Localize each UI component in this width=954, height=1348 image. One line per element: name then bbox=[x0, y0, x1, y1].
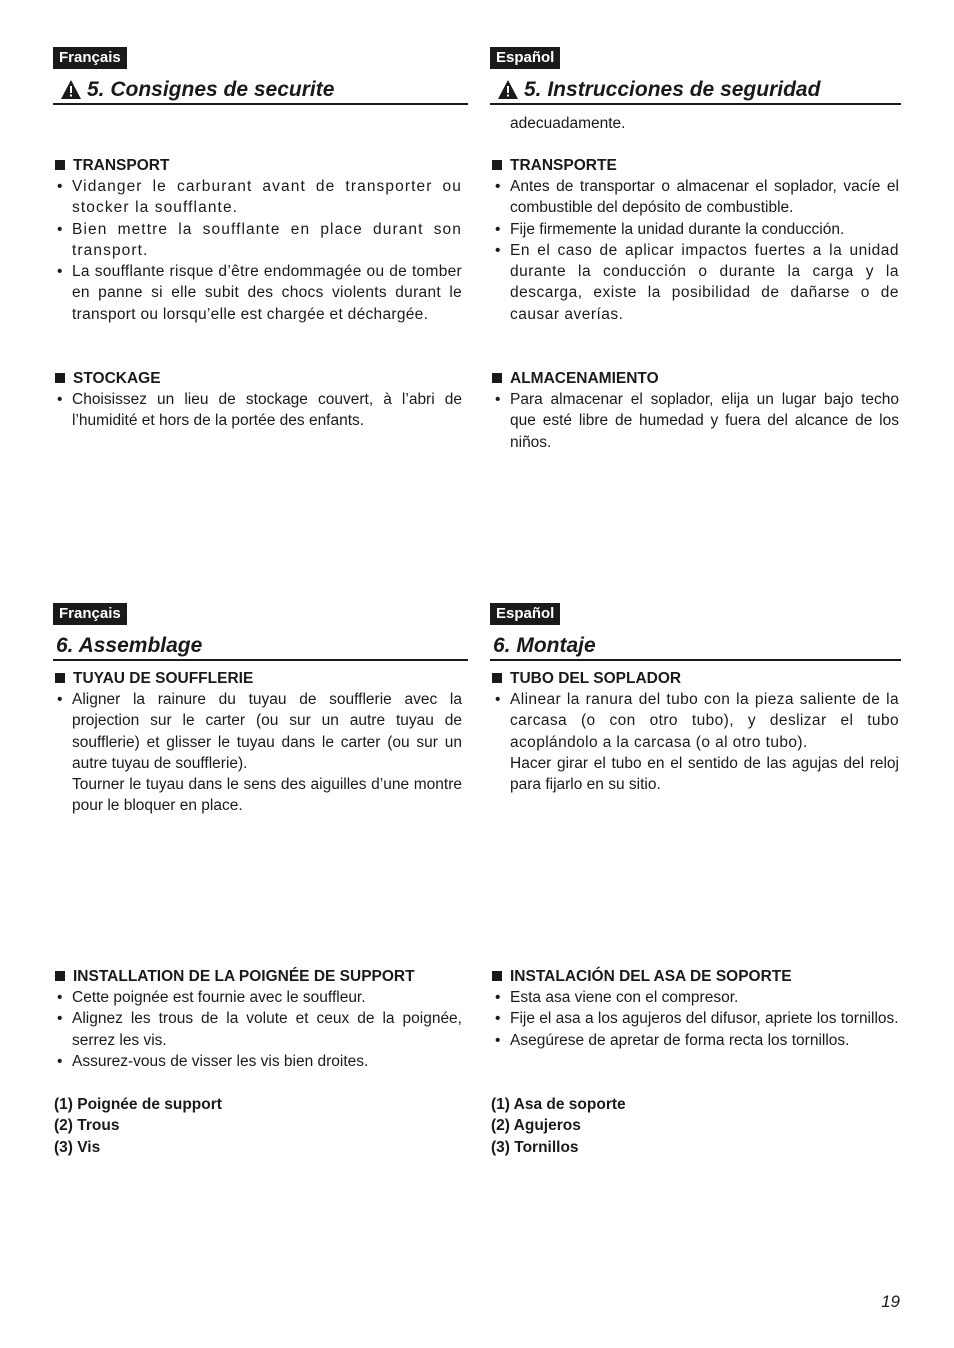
warning-icon bbox=[61, 78, 81, 108]
tube-list-fr bbox=[53, 689, 462, 817]
square-bullet-icon bbox=[55, 373, 65, 383]
list-item: • Bien mettre la soufflante en place durant son transport. bbox=[53, 219, 462, 262]
lang-tag-es-6 bbox=[490, 603, 900, 625]
section-title-text: 5. Instrucciones de seguridad bbox=[524, 78, 821, 101]
handle-list-fr bbox=[53, 987, 462, 1072]
square-bullet-icon bbox=[55, 673, 65, 683]
list-item: • Fije firmemente la unidad durante la conducción. bbox=[491, 219, 899, 240]
legend-item: (1) Poignée de support bbox=[54, 1096, 222, 1113]
legend-item: (2) Agujeros bbox=[491, 1117, 581, 1135]
parts-legend-fr bbox=[54, 1094, 222, 1158]
legend-item: (3) Tornillos bbox=[491, 1138, 579, 1156]
list-item: • Cette poignée est fournie avec le souffleur. bbox=[53, 987, 462, 1008]
heading-tube-fr: TUYAU DE SOUFFLERIE bbox=[55, 668, 253, 689]
heading-tube-es: TUBO DEL SOPLADOR bbox=[492, 668, 681, 689]
list-item: • Alinear la ranura del tubo con la pieza saliente de la carcasa (o con otro tubo), y deslizar el tubo acoplándolo a la carcasa (o al otro tubo). bbox=[491, 689, 899, 753]
heading-handle-es: INSTALACIÓN DEL ASA DE SOPORTE bbox=[492, 966, 792, 987]
square-bullet-icon bbox=[492, 160, 502, 170]
list-item: • Aligner la rainure du tuyau de soufflerie avec la projection sur le carter (ou sur un autre tuyau de soufflerie) et glisser le tuyau dans le carter (ou sur un autre tuyau de soufflerie). bbox=[53, 689, 462, 774]
list-item: • Fije el asa a los agujeros del difusor, apriete los tornillos. bbox=[491, 1008, 899, 1029]
handle-list-es bbox=[491, 987, 899, 1051]
lang-tag-fr-6 bbox=[53, 603, 463, 625]
list-item: • Para almacenar el soplador, elija un lugar bajo techo que esté libre de humedad y fuera del alcance de los niños. bbox=[491, 389, 899, 453]
section-title-es-5 bbox=[490, 75, 901, 105]
section-title-text: 6. Assemblage bbox=[56, 634, 203, 657]
parts-legend-es bbox=[491, 1094, 626, 1158]
heading-transport-es: TRANSPORTE bbox=[492, 155, 617, 176]
continuation-text: Hacer girar el tubo en el sentido de las agujas del reloj para fijarlo en su sitio. bbox=[510, 754, 899, 794]
lang-label: Español bbox=[490, 47, 560, 69]
lang-label: Español bbox=[490, 603, 560, 625]
warning-icon bbox=[498, 78, 518, 108]
list-item: • Assurez-vous de visser les vis bien droites. bbox=[53, 1051, 462, 1072]
legend-item: (1) Asa de soporte bbox=[491, 1096, 626, 1113]
list-item: • En el caso de aplicar impactos fuertes a la unidad durante la conducción o durante la carga y la descarga, existe la posibilidad de dañarse o de causar averías. bbox=[491, 240, 899, 325]
heading-handle-fr: INSTALLATION DE LA POIGNÉE DE SUPPORT bbox=[55, 966, 415, 987]
section-title-text: 6. Montaje bbox=[493, 634, 596, 657]
legend-item: (2) Trous bbox=[54, 1117, 120, 1135]
heading-storage-es: ALMACENAMIENTO bbox=[492, 368, 659, 389]
lang-tag-es-5 bbox=[490, 47, 900, 69]
transport-list-es bbox=[491, 176, 899, 325]
legend-item: (3) Vis bbox=[54, 1138, 101, 1156]
square-bullet-icon bbox=[492, 673, 502, 683]
list-item: • La soufflante risque d’être endommagée ou de tomber en panne si elle subit des chocs violents durant le transport ou lorsqu’elle est chargée et déchargée. bbox=[53, 261, 462, 325]
continuation-text: Tourner le tuyau dans le sens des aiguilles d’une montre pour le bloquer en place. bbox=[72, 776, 462, 815]
lang-tag-fr-5 bbox=[53, 47, 463, 69]
list-item: • Vidanger le carburant avant de transporter ou stocker la soufflante. bbox=[53, 176, 462, 219]
square-bullet-icon bbox=[55, 971, 65, 981]
lang-label: Français bbox=[53, 603, 127, 625]
continuation-text: adecuadamente. bbox=[510, 115, 626, 132]
section-title-text: 5. Consignes de securite bbox=[87, 78, 335, 101]
square-bullet-icon bbox=[55, 160, 65, 170]
page-number: 19 bbox=[881, 1292, 900, 1311]
lang-label: Français bbox=[53, 47, 127, 69]
list-item: • Alignez les trous de la volute et ceux de la poignée, serrez les vis. bbox=[53, 1008, 462, 1051]
square-bullet-icon bbox=[492, 373, 502, 383]
heading-transport-fr: TRANSPORT bbox=[55, 155, 169, 176]
list-item: • Asegúrese de apretar de forma recta los tornillos. bbox=[491, 1030, 899, 1051]
storage-list-fr bbox=[53, 389, 462, 432]
tube-list-es bbox=[491, 689, 899, 795]
list-item: • Antes de transportar o almacenar el soplador, vacíe el combustible del depósito de combustible. bbox=[491, 176, 899, 219]
heading-storage-fr: STOCKAGE bbox=[55, 368, 161, 389]
section-title-es-6 bbox=[490, 631, 901, 661]
storage-list-es bbox=[491, 389, 899, 453]
list-item: • Choisissez un lieu de stockage couvert, à l’abri de l’humidité et hors de la portée des enfants. bbox=[53, 389, 462, 432]
section-title-fr-6 bbox=[53, 631, 468, 661]
square-bullet-icon bbox=[492, 971, 502, 981]
transport-list-fr bbox=[53, 176, 462, 325]
list-item: • Esta asa viene con el compresor. bbox=[491, 987, 899, 1008]
section-title-fr-5 bbox=[53, 75, 468, 105]
